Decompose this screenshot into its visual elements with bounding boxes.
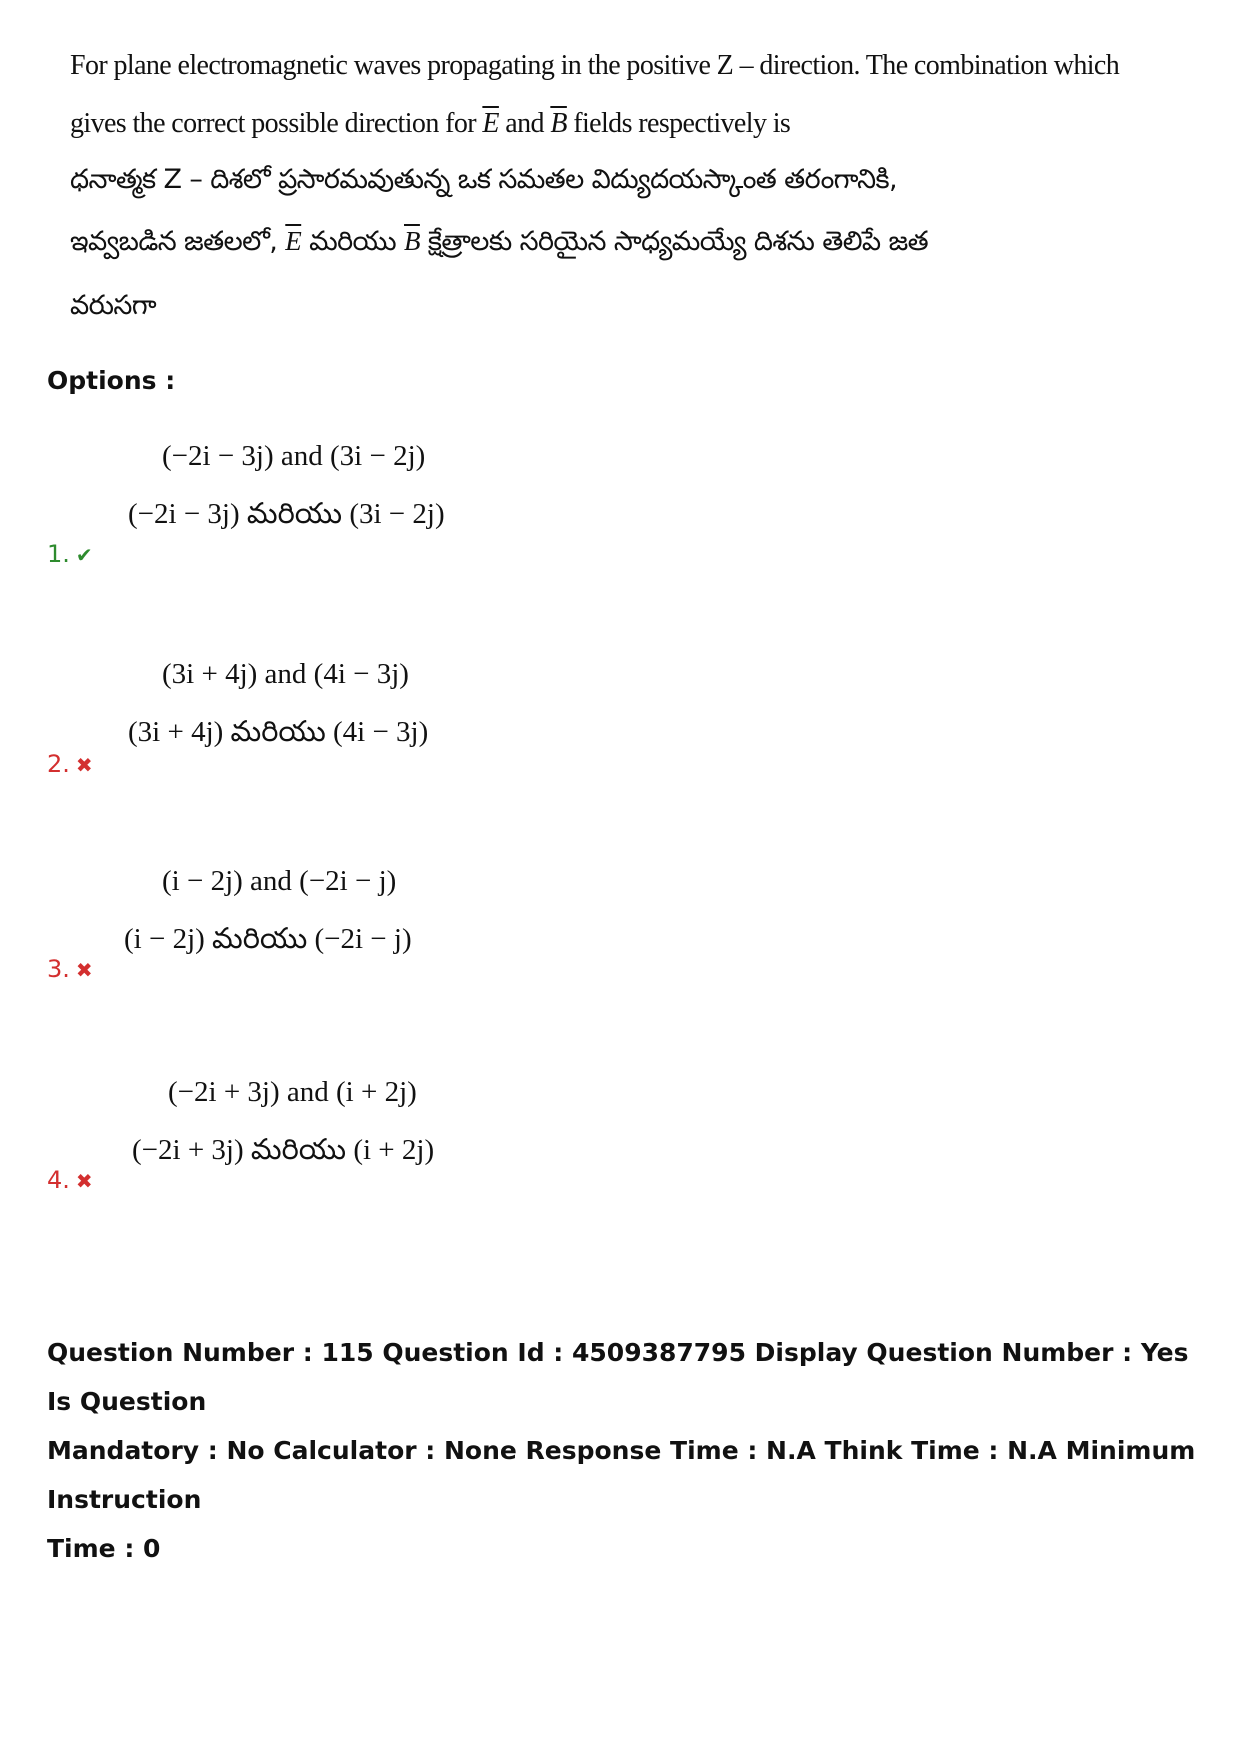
option-3-telugu: (i − 2j) మరియు (−2i − j) xyxy=(124,923,412,955)
vector-b-symbol: $\overline{B}$ xyxy=(550,108,567,139)
cross-icon: ✖ xyxy=(75,753,93,777)
option-3-english: (i − 2j) and (−2i − j) xyxy=(162,865,397,897)
option-2-english: (3i + 4j) and (4i − 3j) xyxy=(162,658,409,690)
question-en-text: gives the correct possible direction for xyxy=(70,108,476,139)
option-2[interactable] xyxy=(0,658,1240,858)
question-and: and xyxy=(505,108,544,139)
question-te-text: ఇవ్వబడిన జతలలో, xyxy=(70,226,278,257)
question-te-and: మరియు xyxy=(309,226,397,257)
check-icon: ✔ xyxy=(75,543,93,567)
metadata-line-3: Time : 0 xyxy=(47,1534,161,1563)
option-2-telugu: (3i + 4j) మరియు (4i − 3j) xyxy=(128,716,429,748)
options-heading: Options : xyxy=(47,366,176,395)
metadata-line-1: Question Number : 115 Question Id : 4509387795 Display Question Number : Yes Is Question xyxy=(47,1338,1189,1416)
vector-e-symbol: $\overline{E}$ xyxy=(482,108,499,139)
option-1[interactable] xyxy=(0,440,1240,640)
option-1-english: (−2i − 3j) and (3i − 2j) xyxy=(162,440,426,472)
option-1-label: 1. xyxy=(47,540,70,568)
question-te-line-1: ధనాత్మక Z – దిశలో ప్రసారమవుతున్న ఒక సమతల విద్యుదయస్కాంత తరంగానికి, xyxy=(70,164,897,195)
option-3-label: 3. xyxy=(47,955,70,983)
option-4-label: 4. xyxy=(47,1166,70,1194)
option-4-english: (−2i + 3j) and (i + 2j) xyxy=(168,1076,417,1108)
option-3[interactable] xyxy=(0,865,1240,1065)
question-en-line-2 xyxy=(70,108,790,140)
cross-icon: ✖ xyxy=(75,958,93,982)
option-2-label: 2. xyxy=(47,750,70,778)
vector-e-symbol-te: $\overline{E}$ xyxy=(285,226,302,256)
option-4[interactable] xyxy=(0,1076,1240,1276)
option-4-telugu: (−2i + 3j) మరియు (i + 2j) xyxy=(132,1134,435,1166)
option-1-number xyxy=(47,540,93,568)
option-1-telugu: (−2i − 3j) మరియు (3i − 2j) xyxy=(128,498,445,530)
option-3-number xyxy=(47,955,93,983)
cross-icon: ✖ xyxy=(75,1169,93,1193)
metadata-line-2: Mandatory : No Calculator : None Response Time : N.A Think Time : N.A Minimum Instruction xyxy=(47,1436,1196,1514)
question-te-text-end: క్షేత్రాలకు సరియైన సాధ్యమయ్యే దిశను తెలిపే జత xyxy=(427,226,929,257)
option-4-number xyxy=(47,1166,93,1194)
question-metadata xyxy=(47,1328,1207,1573)
vector-b-symbol-te: $\overline{B}$ xyxy=(404,226,420,256)
question-en-line-1: For plane electromagnetic waves propagating in the positive Z – direction. The combination which xyxy=(70,50,1120,81)
question-te-line-2 xyxy=(70,226,928,264)
question-en-text-end: fields respectively is xyxy=(573,108,791,139)
question-te-line-3: వరుసగా xyxy=(70,290,156,321)
option-2-number xyxy=(47,750,93,778)
